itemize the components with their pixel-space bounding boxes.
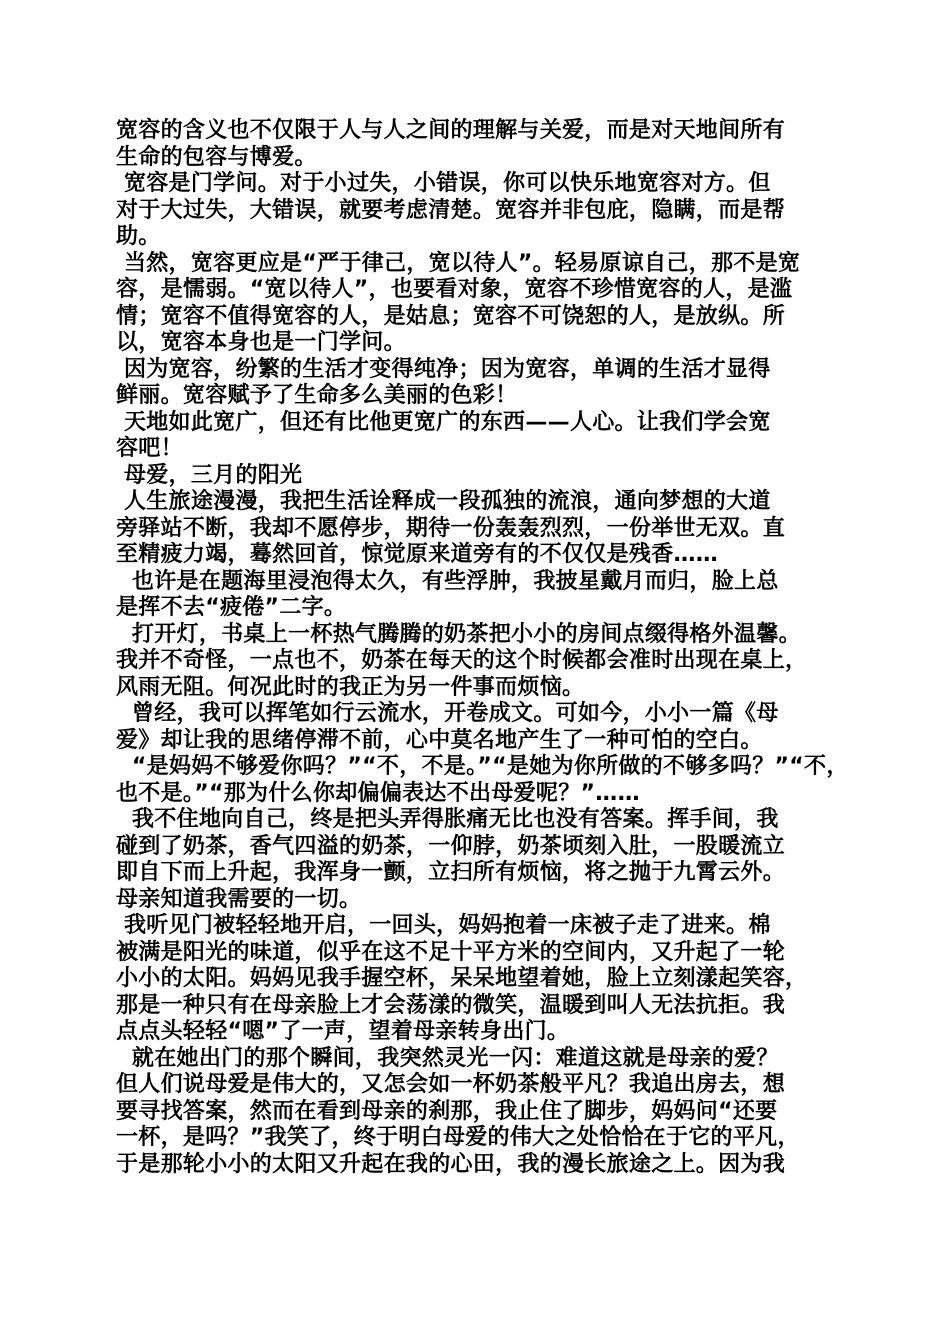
text-line: 也许是在题海里浸泡得太久，有些浮肿，我披星戴月而归，脸上总 bbox=[116, 568, 779, 594]
text-line: 碰到了奶茶，香气四溢的奶茶，一仰脖，奶茶顷刻入肚，一股暖流立 bbox=[116, 833, 786, 859]
document-body bbox=[116, 118, 849, 1178]
text-line: 小小的太阳。妈妈见我手握空杯，呆呆地望着她，脸上立刻漾起笑容， bbox=[116, 966, 808, 991]
text-line: 因为宽容，纷繁的生活才变得纯净；因为宽容，单调的生活才显得 bbox=[116, 356, 771, 382]
text-line: 母亲知道我需要的一切。 bbox=[116, 886, 362, 912]
text-line: 就在她出门的那个瞬间，我突然灵光一闪：难道这就是母亲的爱？ bbox=[116, 1045, 779, 1071]
text-line: 我不住地向自己，终是把头弄得胀痛无比也没有答案。挥手间，我 bbox=[116, 807, 779, 832]
text-line: 容吧！ bbox=[116, 436, 183, 461]
text-line: 也不是。”“那为什么你却偏偏表达不出母爱呢？”…… bbox=[116, 780, 640, 806]
text-line: 生命的包容与博爱。 bbox=[116, 144, 317, 170]
text-line: 爱》却让我的思绪停滞不前，心中莫名地产生了一种可怕的空白。 bbox=[116, 727, 763, 753]
text-line: 旁驿站不断，我却不愿停步，期待一份轰轰烈烈，一份举世无双。直 bbox=[116, 515, 786, 541]
text-line: 于是那轮小小的太阳又升起在我的心田，我的漫长旅途之上。因为我 bbox=[116, 1151, 786, 1177]
text-line: 打开灯，书桌上一杯热气腾腾的奶茶把小小的房间点缀得格外温馨。 bbox=[116, 621, 801, 647]
text-line: 以，宽容本身也是一门学问。 bbox=[116, 330, 406, 355]
text-line: 宽容的含义也不仅限于人与人之间的理解与关爱，而是对天地间所有 bbox=[116, 118, 786, 143]
text-line: 对于大过失，大错误，就要考虑清楚。宽容并非包庇，隐瞒，而是帮 bbox=[116, 197, 786, 223]
text-line: 当然，宽容更应是“严于律己，宽以待人”。轻易原谅自己，那不是宽 bbox=[116, 250, 801, 276]
text-line: 容，是懦弱。“宽以待人”，也要看对象，宽容不珍惜宽容的人，是滥 bbox=[116, 277, 793, 302]
text-line: 那是一种只有在母亲脸上才会荡漾的微笑，温暖到叫人无法抗拒。我 bbox=[116, 992, 786, 1018]
text-line: 宽容是门学问。对于小过失，小错误，你可以快乐地宽容对方。但 bbox=[116, 171, 771, 196]
text-line: 即自下而上升起，我浑身一颤，立扫所有烦恼，将之抛于九霄云外。 bbox=[116, 860, 786, 885]
text-line: 助。 bbox=[116, 224, 161, 249]
text-line: 至精疲力竭，蓦然回首，惊觉原来道旁有的不仅仅是残香…… bbox=[116, 542, 719, 567]
text-line: 人生旅途漫漫，我把生活诠释成一段孤独的流浪，通向梦想的大道 bbox=[116, 489, 771, 514]
text-line: 但人们说母爱是伟大的，又怎会如一杯奶茶般平凡？我追出房去，想 bbox=[116, 1072, 786, 1097]
text-line: 被满是阳光的味道，似乎在这不足十平方米的空间内，又升起了一轮 bbox=[116, 939, 786, 965]
text-line: 鲜丽。宽容赋予了生命多么美丽的色彩！ bbox=[116, 383, 518, 408]
text-line: 风雨无阻。何况此时的我正为另一件事而烦恼。 bbox=[116, 674, 585, 700]
text-line: 我并不奇怪，一点也不，奶茶在每天的这个时候都会准时出现在桌上， bbox=[116, 648, 808, 673]
text-line: 曾经，我可以挥笔如行云流水，开卷成文。可如今，小小一篇《母 bbox=[116, 701, 779, 726]
text-line: 要寻找答案，然而在看到母亲的刹那，我止住了脚步，妈妈问“还要 bbox=[116, 1098, 778, 1124]
text-line: “是妈妈不够爱你吗？”“不，不是。”“是她为你所做的不够多吗？”“不， bbox=[116, 754, 849, 779]
text-line: 是挥不去“疲倦”二字。 bbox=[116, 595, 347, 620]
text-line: 点点头轻轻“嗯”了一声，望着母亲转身出门。 bbox=[116, 1019, 570, 1044]
text-line: 一杯，是吗？”我笑了，终于明白母爱的伟大之处恰恰在于它的平凡， bbox=[116, 1125, 800, 1150]
text-line: 我听见门被轻轻地开启，一回头，妈妈抱着一床被子走了进来。棉 bbox=[116, 913, 771, 938]
text-line: 天地如此宽广，但还有比他更宽广的东西——人心。让我们学会宽 bbox=[116, 409, 771, 435]
text-line: 母爱，三月的阳光 bbox=[116, 462, 303, 488]
text-line: 情；宽容不值得宽容的人，是姑息；宽容不可饶恕的人，是放纵。所 bbox=[116, 303, 786, 329]
